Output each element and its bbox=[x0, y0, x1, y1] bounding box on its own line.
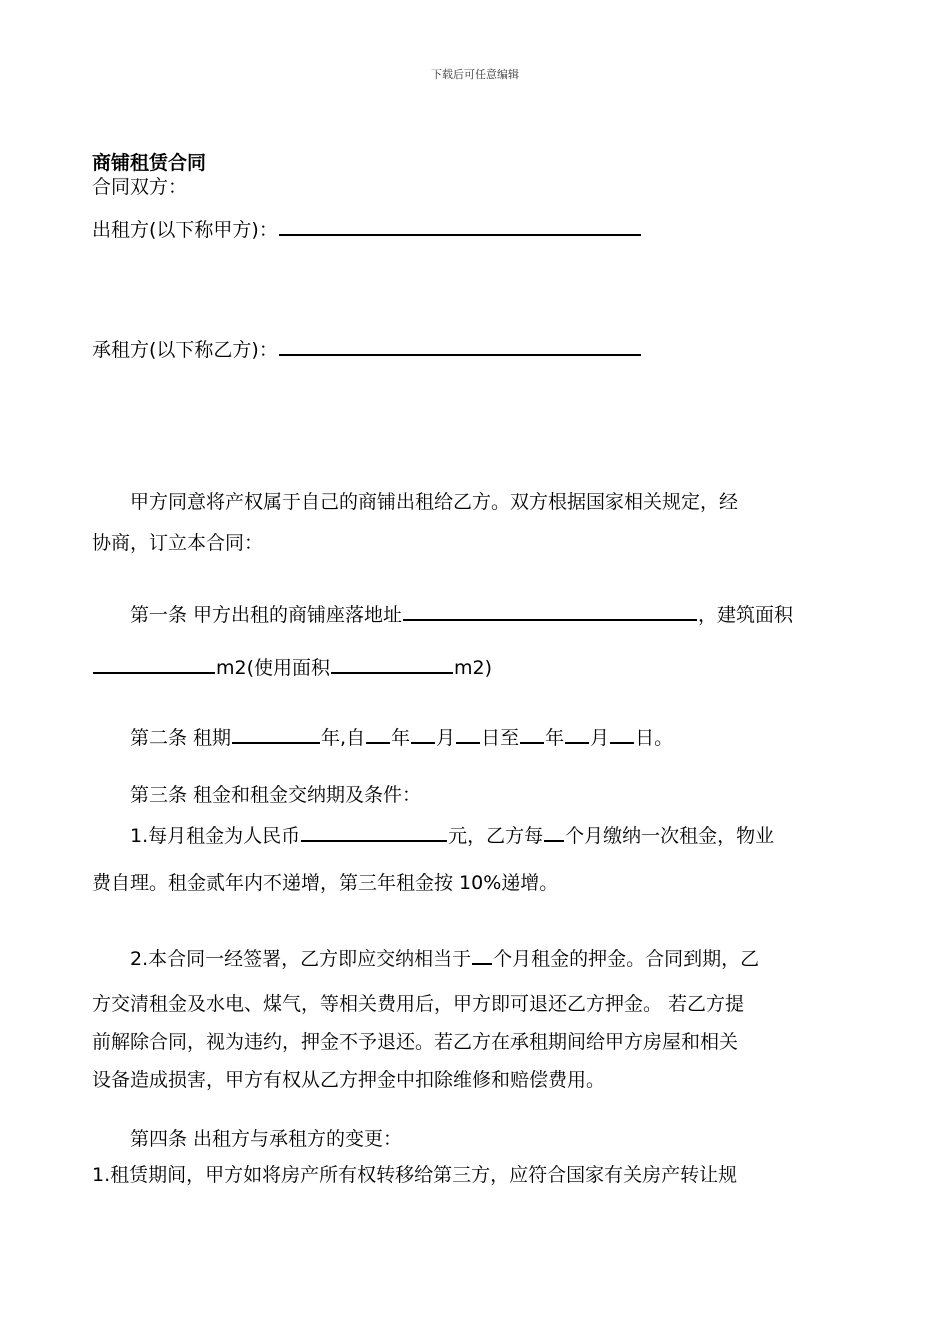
article2-text-5: 日至 bbox=[481, 727, 520, 749]
start-month-blank[interactable] bbox=[411, 722, 435, 744]
preamble-line-1: 甲方同意将产权属于自己的商铺出租给乙方。双方根据国家相关规定，经 bbox=[130, 491, 739, 513]
article2-text-6: 年 bbox=[545, 727, 565, 749]
article1-line-1 bbox=[130, 599, 793, 628]
article3-heading: 第三条 租金和租金交纳期及条件： bbox=[130, 784, 422, 806]
article2-text-3: 年 bbox=[391, 727, 411, 749]
building-area-blank[interactable] bbox=[93, 652, 215, 674]
parties-intro: 合同双方： bbox=[92, 176, 188, 198]
lessee-line bbox=[92, 334, 642, 363]
preamble-line-2: 协商，订立本合同： bbox=[92, 532, 264, 554]
article1-text-2: ，建筑面积 bbox=[698, 604, 794, 626]
article3-item2-line-3: 前解除合同，视为违约，押金不予退还。若乙方在承租期间给甲方房屋和相关 bbox=[92, 1031, 739, 1053]
monthly-rent-blank[interactable] bbox=[301, 820, 447, 842]
article3-item2-text-2: 个月租金的押金。合同到期，乙 bbox=[493, 948, 760, 970]
article3-item1-text-3: 个月缴纳一次租金，物业 bbox=[565, 825, 775, 847]
article3-item2-line-4: 设备造成损害，甲方有权从乙方押金中扣除维修和赔偿费用。 bbox=[92, 1069, 606, 1091]
deposit-months-blank[interactable] bbox=[472, 943, 492, 965]
document-title: 商铺租赁合同 bbox=[92, 152, 207, 174]
article3-item2-text-1: 2.本合同一经签署，乙方即应交纳相当于 bbox=[130, 948, 472, 970]
article4-item1-line-1: 1.租赁期间，甲方如将房产所有权转移给第三方，应符合国家有关房产转让规 bbox=[92, 1164, 738, 1186]
article2-text-7: 月 bbox=[590, 727, 610, 749]
usable-area-blank[interactable] bbox=[331, 652, 453, 674]
article2-text-1: 第二条 租期 bbox=[130, 727, 232, 749]
article3-item2-line-2: 方交清租金及水电、煤气，等相关费用后，甲方即可退还乙方押金。 若乙方提 bbox=[92, 993, 745, 1015]
start-year-blank[interactable] bbox=[366, 722, 390, 744]
start-day-blank[interactable] bbox=[456, 722, 480, 744]
lessor-line bbox=[92, 214, 642, 243]
article1-line-2 bbox=[92, 652, 492, 681]
article3-item1-text-1: 1.每月租金为人民币 bbox=[130, 825, 301, 847]
page-header-note: 下载后可任意编辑 bbox=[431, 68, 519, 81]
article2-text-4: 月 bbox=[436, 727, 456, 749]
lessee-blank[interactable] bbox=[279, 334, 641, 356]
address-blank[interactable] bbox=[403, 599, 697, 621]
article3-item1-line-1 bbox=[130, 820, 774, 849]
article3-item2-line-1 bbox=[130, 943, 759, 972]
term-years-blank[interactable] bbox=[232, 722, 320, 744]
lessee-label: 承租方(以下称乙方)： bbox=[92, 339, 278, 361]
article1-text-3: m2(使用面积 bbox=[216, 657, 331, 679]
article2-text-2: 年,自 bbox=[321, 727, 366, 749]
end-year-blank[interactable] bbox=[520, 722, 544, 744]
article3-item1-text-2: 元，乙方每 bbox=[448, 825, 544, 847]
article1-text-1: 第一条 甲方出租的商铺座落地址 bbox=[130, 604, 403, 626]
article2-text-8: 日。 bbox=[635, 727, 674, 749]
lessor-label: 出租方(以下称甲方)： bbox=[92, 219, 278, 241]
article1-text-4: m2) bbox=[454, 657, 493, 679]
end-day-blank[interactable] bbox=[610, 722, 634, 744]
end-month-blank[interactable] bbox=[565, 722, 589, 744]
article3-item1-line-2: 费自理。租金贰年内不递增，第三年租金按 10%递增。 bbox=[92, 872, 559, 894]
article4-heading: 第四条 出租方与承租方的变更： bbox=[130, 1128, 403, 1150]
payment-interval-blank[interactable] bbox=[544, 820, 564, 842]
lessor-blank[interactable] bbox=[279, 214, 641, 236]
article2-line bbox=[130, 722, 673, 751]
